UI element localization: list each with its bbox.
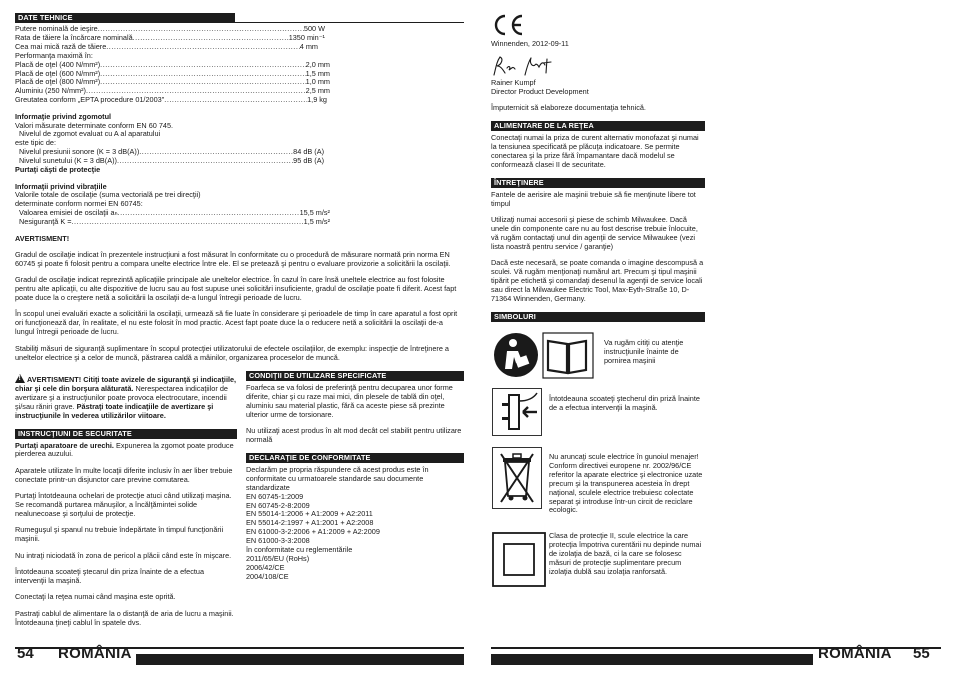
symbol-text: Va rugăm citiţi cu atenţie instrucţiunile înainte de pornirea maşinii: [604, 338, 684, 365]
vibration-title: Informaţii privind vibraţiile: [15, 181, 107, 191]
footer-language: ROMÂNIA: [58, 645, 132, 662]
signer-role: Director Product Development: [491, 86, 589, 96]
authorized-note: Împuternicit să elaboreze documentaţia tehnică.: [491, 103, 646, 113]
header-rule: [15, 22, 464, 23]
standard-line: EN 61000-3-3:2008: [246, 536, 310, 546]
header-rule: [491, 321, 705, 322]
paragraph: Întotdeauna scoateţi ştecarul din priza înainte de a efectua intervenţii la maşină.: [15, 567, 205, 585]
signer-name: Rainer Kumpf: [491, 77, 536, 87]
header-rule: [246, 380, 464, 381]
spec-row: Greutatea conform „EPTA procedure 01/2003" ..... 1,9 kg: [15, 96, 327, 105]
right-column: [491, 13, 705, 322]
spec-row: Aluminiu (250 N/mm²) ..... 2,5 mm: [15, 87, 330, 96]
spec-row: Valoarea emisiei de oscilaţii aₕ ..... 15,5 m/s²: [15, 209, 330, 218]
spec-row: Nivelul presiunii sonore (K = 3 dB(A)) ..... 84 dB (A): [15, 148, 324, 157]
paragraph: Rumeguşul şi spanul nu trebuie îndepărtate în timpul funcţionării maşinii.: [15, 525, 224, 544]
footer-bar: [136, 654, 464, 665]
warning-triangle-icon: [15, 374, 25, 383]
standard-line: în conformitate cu reglementările: [246, 545, 353, 555]
noise-title: Informaţie privind zgomotul: [15, 111, 112, 121]
spec-row: Nivelul sunetului (K = 3 dB(A)) ..... 95 dB (A): [15, 157, 324, 166]
spec-row: Placă de oţel (400 N/mm²) ..... 2,0 mm: [15, 61, 330, 70]
left-bottom-column-b: [246, 371, 464, 582]
standard-line: 2011/65/EU (RoHs): [246, 554, 310, 563]
left-bottom-column-a: [15, 374, 237, 628]
section-header-date-tehnice: DATE TEHNICE: [15, 13, 235, 22]
spec-row: Nesiguranţă K = ..... 1,5 m/s²: [15, 218, 330, 227]
unplug-icon: [492, 388, 542, 436]
paragraph: Declarăm pe propria răspundere că acest produs este în conformitate cu urmatoarele standarde sau documente standardizate: [246, 464, 429, 492]
paragraph: Dacă este necesară, se poate comanda o imagine descompusă a sculei. Vă rugăm menţionaţi numărul art. Precum şi tipul maşinii tipărit pe etichetă şi comandaţi desenul la agenţii de service locali sau direct la Milwaukee Electric Tool, Max-Eyth-Straße 10, D-71364 Winnenden, Germany.: [491, 258, 704, 303]
paragraph: Nu utilizaţi acest produs în alt mod decât cel stabilit pentru utilizare normală: [246, 426, 462, 445]
symbol-text: Întotdeauna scoateţi ştecherul din priză înainte de a efectua intervenţii la maşină.: [549, 394, 700, 412]
paragraph: Gradul de oscilaţie indicat reprezintă aplicaţiile principale ale uneltelor electrice. În cazul în care însă uneltele electrice au fost folosite pentru alte aplicaţii, cu alte dispozitive de lucru sau au fost supuse unei solicitări insuficiente, gradul de oscilaţie poate fi diferit. Acest fapt poate duce la o creştere netă a solicitării la oscilaţii de-a lungul întregii perioade de lucru.: [15, 275, 457, 303]
vibration-line: determinate conform normei EN 60745:: [15, 199, 143, 209]
standard-line: EN 60745-2-8:2009: [246, 500, 310, 510]
paragraph: Purtaţi aparatoare de urechi. Expunerea la zgomot poate produce pierderea auzului.: [15, 440, 234, 459]
left-top-column: [15, 13, 464, 363]
section-header-maintenance: ÎNTREŢINERE: [491, 178, 705, 187]
standard-line: 2006/42/CE: [246, 562, 285, 572]
page-number: 54: [17, 645, 34, 662]
standard-line: EN 55014-1:2006 + A1:2009 + A2:2011: [246, 509, 373, 519]
class-ii-icon: [492, 532, 546, 587]
noise-specs: [15, 148, 324, 166]
standard-line: EN 55014-2:1997 + A1:2001 + A2:2008: [246, 518, 374, 528]
paragraph: Conectaţi la reţea numai când maşina este oprită.: [15, 592, 176, 602]
standard-line: EN 61000-3-2:2006 + A1:2009 + A2:2009: [246, 527, 380, 537]
performance-title: Performanţa maximă în:: [15, 50, 93, 60]
header-rule: [246, 462, 464, 463]
noise-line: Valori măsurate determinate conform EN 60 745.: [15, 120, 174, 130]
paragraph: Stabiliţi măsuri de siguranţă suplimentare în scopul protecţiei utilizatorului de efectele oscilaţiilor, de exemplu: inspecţie de întreţinere a uneltelor electrice şi a celor de muncă, păstrarea caldă a mâinilor, organizarea proceselor de muncă.: [15, 343, 449, 362]
footer-language: ROMÂNIA: [818, 645, 892, 662]
symbol-text: Nu aruncaţi scule electrice în gunoiul menajer! Conform directivei europene nr. 2002/96/CE referitor la aparate electrice şi electronice uzate precum şi la transpunerea acesteia în drept naţional, sculele electrice trebuiesc colectate separat şi introduse într-un circit de reciclare ecologic.: [549, 452, 703, 515]
paragraph: Conectaţi numai la priza de curent alternativ monofazat şi numai la tensiunea specificată pe plăcuţa indicatoare. Se permite conectarea şi la prize fără împamantare dacă modelul se conformează clasei II de securitate.: [491, 133, 699, 169]
header-rule: [15, 438, 237, 439]
header-rule: [491, 187, 705, 188]
spec-row: Cea mai mică rază de tăiere ..... 4 mm: [15, 43, 318, 52]
ear-protection-note: Purtaţi căşti de protecţie: [15, 165, 101, 175]
spec-row: Placă de oţel (600 N/mm²) ..... 1,5 mm: [15, 70, 330, 79]
symbol-row: [491, 447, 704, 515]
spec-row: Putere nominală de ieşire ..... 500 W: [15, 25, 325, 34]
avertisment-title: AVERTISMENT!: [15, 233, 70, 243]
ce-mark-icon: [491, 13, 705, 37]
paragraph: Fantele de aerisire ale maşinii trebuie să fie menţinute libere tot timpul: [491, 189, 696, 208]
footer-bar: [491, 654, 813, 665]
section-header-conformity: DECLARAŢIE DE CONFORMITATE: [246, 453, 464, 462]
section-header-symbols: SIMBOLURI: [491, 312, 705, 321]
page-number: 55: [913, 645, 930, 662]
header-rule: [491, 130, 705, 131]
section-header-supply: ALIMENTARE DE LA REŢEA: [491, 121, 705, 130]
vibration-specs: [15, 209, 330, 227]
paragraph: În scopul unei evaluări exacte a solicitării la oscilaţii, urmează să fie luate în considerare şi perioadele de timp în care aparatul a fost oprit ori funcţionează dar, în realitate, el nu este folosit în mod practic. Acest fapt poate duce la o reducere netă a solicitării la oscilaţii de-a lungul întregii perioade de lucru.: [15, 309, 458, 337]
symbol-row: [491, 388, 704, 436]
paragraph: Foarfeca se va folosi de preferinţă pentru decuparea unor forme diferite, chiar şi cu raze mai mici, din plesele de tablă din oţel, aluminiu sau material plastic, fără ca aceste piese să prezinte ulterior urme de torsionare.: [246, 383, 453, 419]
symbol-row: [491, 532, 704, 587]
standard-line: EN 60745-1:2009: [246, 491, 304, 501]
signature-icon: [491, 53, 705, 79]
paragraph: Utilizaţi numai accesorii şi piese de schimb Milwaukee. Dacă unele din componente care nu au fost descrise trebuie înlocuite, vă rugăm contactaţi unul din agenţii de service Milwaukee (vezi lista noastră pentru service / garanţie): [491, 215, 698, 251]
spec-row: Placă de oţel (800 N/mm²) ..... 1,0 mm: [15, 78, 330, 87]
paragraph: Pastraţi cablul de alimentare la o distanţă de aria de lucru a maşinii. Întotdeauna ţineţi cablul în spatele dvs.: [15, 608, 234, 627]
place-date: Winnenden, 2012-09-11: [491, 39, 569, 48]
section-header-safety: INSTRUCŢIUNI DE SECURITATE: [15, 429, 237, 438]
warning-block: !AVERTISMENT! Citiţi toate avizele de siguranţă şi indicaţiile, chiar şi cele din borşura alăturată. Nerespectarea indicaţiilor de avertizare şi a instrucţiunilor poate provoca electrocutare, incendii şi/sau răniri grave. Păstraţi toate indicaţiile de avertizare şi instrucţiunile în vederea utilizărilor viitoare.: [15, 374, 237, 421]
section-header-conditions: CONDIŢII DE UTILIZARE SPECIFICATE: [246, 371, 464, 380]
paragraph: Purtaţi întotdeauna ochelari de protecţie atuci când utilizaţi maşina. Se recomandă purtarea mănuşilor, a încălţămintei solide nealunecoase şi sorţului de protecţie.: [15, 491, 232, 518]
paragraph: Gradul de oscilaţie indicat în prezentele instrucţiuni a fost măsurat în conformitate cu o procedură de măsurare normată prin norma EN 60745 şi poate fi folosit pentru a compara unelte electrice între ele. El se pretează şi pentru o evaluare provizorie a solicitării la oscilaţii.: [15, 249, 451, 268]
standard-line: 2004/108/CE: [246, 571, 289, 581]
noise-line: este tipic de:: [15, 138, 56, 148]
tech-specs: [15, 24, 330, 105]
symbol-text: Clasa de protecţie II, scule electrice la care protecţia împotriva curentării nu depinde numai de izolaţia de bază, ci la care se folosesc măsuri de protecţie suplimentare precum izolaţia dublă sau izolaţia ranforsată.: [549, 531, 702, 576]
paragraph: Aparatele utilizate în multe locaţii diferite inclusiv în aer liber trebuie conectate printr-un disjunctor care previne comutarea.: [15, 465, 233, 484]
weee-bin-icon: [492, 447, 542, 509]
spec-row: Rata de tăiere la încărcare nominală ..... 1350 min⁻¹: [15, 34, 325, 43]
read-manual-icon: [492, 329, 595, 381]
noise-line: Nivelul de zgomot evaluat cu A al aparatului: [19, 129, 161, 139]
paragraph: Nu intraţi niciodată în zona de pericol a plăcii când este în mişcare.: [15, 550, 232, 560]
vibration-line: Valorile totale de oscilaţie (suma vectorială pe trei direcţii): [15, 190, 201, 200]
symbol-row: [491, 329, 704, 381]
